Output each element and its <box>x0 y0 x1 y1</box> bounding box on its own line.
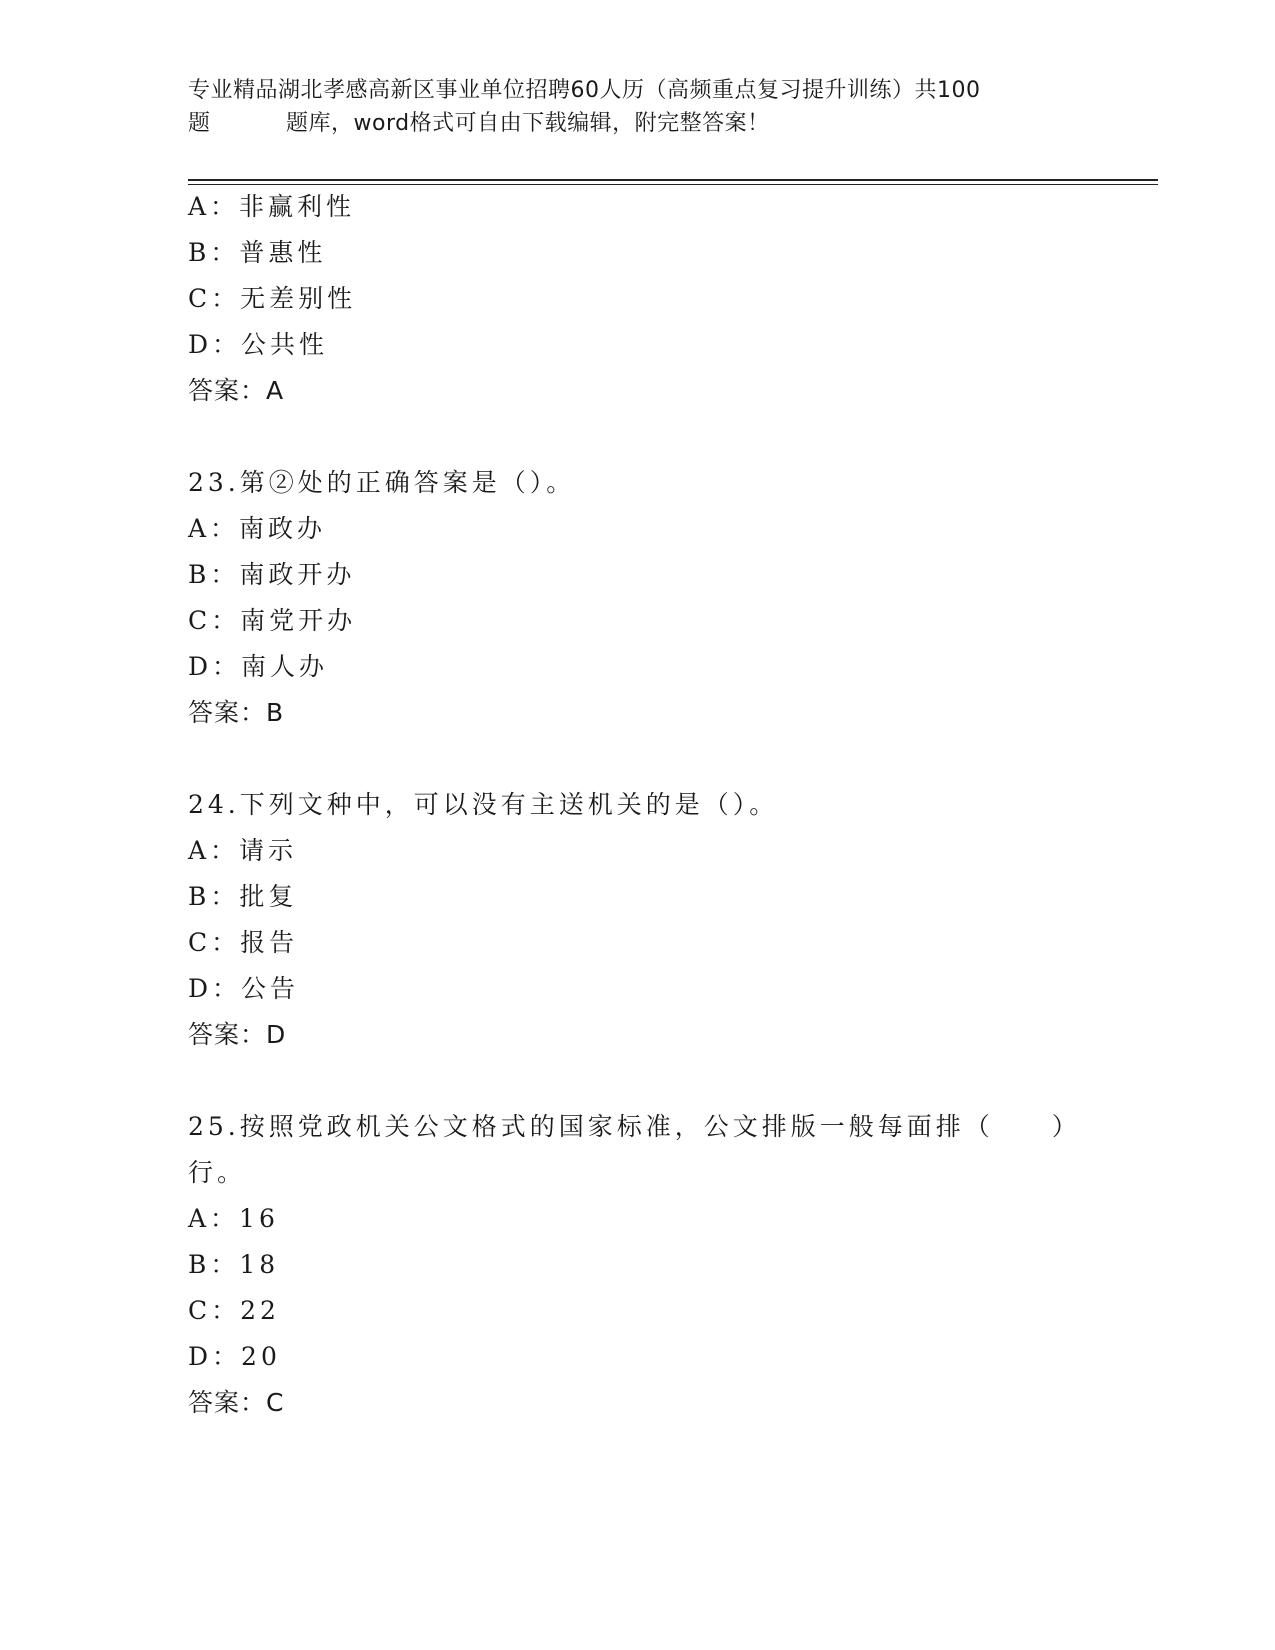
header-line-2 <box>188 107 1088 140</box>
answer: 答案：D <box>188 1020 287 1049</box>
answer: 答案：B <box>188 698 285 727</box>
question-text: 24.下列文种中，可以没有主送机关的是（）。 <box>188 790 779 819</box>
option-a: A：16 <box>188 1204 279 1233</box>
question-25 <box>188 1104 1088 1426</box>
option-a: A：非赢利性 <box>188 192 356 221</box>
option-b: B：普惠性 <box>188 238 327 267</box>
header-line-2-lead: 题 <box>188 111 211 136</box>
answer: 答案：C <box>188 1388 285 1417</box>
option-c: C：无差别性 <box>188 284 357 313</box>
answer: 答案：A <box>188 376 285 405</box>
option-d: D：公告 <box>188 974 300 1003</box>
option-a: A：南政办 <box>188 514 327 543</box>
document-header <box>188 74 1088 140</box>
header-line-1: 专业精品湖北孝感高新区事业单位招聘60人历（高频重点复习提升训练）共100 <box>188 78 981 103</box>
option-d: D：20 <box>188 1342 281 1371</box>
question-24 <box>188 782 1088 1058</box>
option-b: B：批复 <box>188 882 298 911</box>
option-c: C：南党开办 <box>188 606 357 635</box>
option-d: D：公共性 <box>188 330 329 359</box>
option-a: A：请示 <box>188 836 298 865</box>
question-text-line-2: 行。 <box>188 1158 247 1187</box>
option-b: B：18 <box>188 1250 280 1279</box>
question-text-line-1: 25.按照党政机关公文格式的国家标准，公文排版一般每面排（ ） <box>188 1112 1081 1141</box>
question-text: 23.第②处的正确答案是（）。 <box>188 468 576 497</box>
option-b: B：南政开办 <box>188 560 356 589</box>
option-d: D：南人办 <box>188 652 329 681</box>
option-c: C：报告 <box>188 928 299 957</box>
header-line-2-rest: 题库，word格式可自由下载编辑，附完整答案！ <box>286 111 770 136</box>
question-23 <box>188 460 1088 736</box>
header-rule-thick <box>188 179 1158 181</box>
question-22 <box>188 184 1088 414</box>
option-c: C：22 <box>188 1296 280 1325</box>
